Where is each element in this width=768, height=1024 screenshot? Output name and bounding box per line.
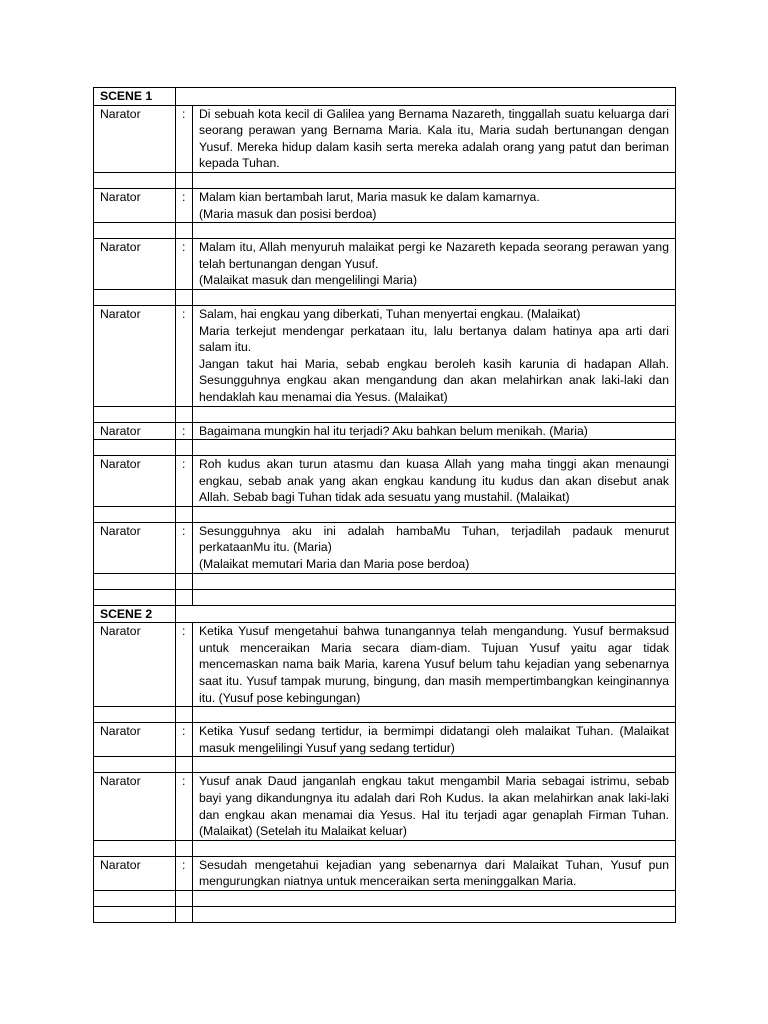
spacer-cell <box>176 440 193 456</box>
spacer-row <box>94 289 676 305</box>
spacer-cell <box>176 573 193 589</box>
dialogue-text <box>193 856 676 890</box>
spacer-cell <box>176 223 193 239</box>
spacer-cell <box>193 506 676 522</box>
spacer-cell <box>176 172 193 188</box>
spacer-cell <box>176 589 193 605</box>
colon-separator: : <box>176 522 193 573</box>
speaker-label: Narator <box>94 422 176 440</box>
spacer-row <box>94 223 676 239</box>
spacer-cell <box>176 707 193 723</box>
speaker-label: Narator <box>94 305 176 406</box>
spacer-cell <box>94 289 176 305</box>
script-table-body <box>94 88 676 923</box>
dialogue-row <box>94 239 676 290</box>
speaker-label: Narator <box>94 188 176 222</box>
dialogue-line: (Maria masuk dan posisi berdoa) <box>199 206 377 221</box>
spacer-cell <box>94 589 176 605</box>
speaker-label: Narator <box>94 239 176 290</box>
speaker-label: Narator <box>94 856 176 890</box>
scene-title: SCENE 2 <box>94 605 176 623</box>
scene-title: SCENE 1 <box>94 88 176 106</box>
spacer-cell <box>176 506 193 522</box>
dialogue-row <box>94 456 676 507</box>
spacer-cell <box>94 573 176 589</box>
dialogue-line: Roh kudus akan turun atasmu dan kuasa Allah yang maha tinggi akan menaungi engkau, sebab anak yang akan engkau kandung itu kudus dan akan disebut anak Allah. Sebab bagi Tuhan tidak ada sesuatu yang mustahil. (Malaikat) <box>199 457 669 505</box>
dialogue-row <box>94 623 676 707</box>
dialogue-line: Bagaimana mungkin hal itu terjadi? Aku bahkan belum menikah. (Maria) <box>199 423 588 438</box>
colon-separator: : <box>176 456 193 507</box>
script-table <box>93 87 676 923</box>
dialogue-row <box>94 105 676 172</box>
colon-separator: : <box>176 305 193 406</box>
spacer-cell <box>193 289 676 305</box>
scene-header-row <box>94 605 676 623</box>
dialogue-text <box>193 105 676 172</box>
spacer-cell <box>94 757 176 773</box>
spacer-row <box>94 440 676 456</box>
speaker-label: Narator <box>94 105 176 172</box>
spacer-cell <box>193 406 676 422</box>
spacer-cell <box>94 906 176 922</box>
spacer-row <box>94 406 676 422</box>
dialogue-line: Malam kian bertambah larut, Maria masuk ke dalam kamarnya. <box>199 189 540 204</box>
spacer-cell <box>193 440 676 456</box>
spacer-row <box>94 906 676 922</box>
dialogue-text <box>193 305 676 406</box>
spacer-row <box>94 757 676 773</box>
dialogue-line: Ketika Yusuf mengetahui bahwa tunangannya telah mengandung. Yusuf bermaksud untuk menceraikan Maria secara diam-diam. Tujuan Yusuf yaitu agar tidak mencemaskan nama baik Maria, karena Yusuf belum tahu kejadian yang sebenarnya saat itu. Yusuf tampak murung, bingung, dan masih mempertimbangkan keinginannya itu. (Yusuf pose kebingungan) <box>199 624 669 705</box>
spacer-cell <box>176 289 193 305</box>
scene-header-fill <box>176 88 676 106</box>
speaker-label: Narator <box>94 773 176 840</box>
dialogue-row <box>94 522 676 573</box>
dialogue-line: (Malaikat memutari Maria dan Maria pose berdoa) <box>199 557 470 572</box>
colon-separator: : <box>176 856 193 890</box>
dialogue-row <box>94 723 676 757</box>
scene-header-fill <box>176 605 676 623</box>
dialogue-line: Malam itu, Allah menyuruh malaikat pergi ke Nazareth kepada seorang perawan yang telah bertunangan dengan Yusuf. <box>199 240 669 271</box>
spacer-cell <box>193 840 676 856</box>
colon-separator: : <box>176 188 193 222</box>
spacer-cell <box>193 906 676 922</box>
colon-separator: : <box>176 773 193 840</box>
spacer-row <box>94 506 676 522</box>
spacer-cell <box>94 707 176 723</box>
dialogue-line: Ketika Yusuf sedang tertidur, ia bermimpi didatangi oleh malaikat Tuhan. (Malaikat masuk mengelilingi Yusuf yang sedang tertidur) <box>199 724 669 755</box>
script-document <box>93 87 675 923</box>
spacer-cell <box>176 890 193 906</box>
spacer-row <box>94 589 676 605</box>
dialogue-line: Sesungguhnya aku ini adalah hambaMu Tuhan, terjadilah padauk menurut perkataanMu itu. (Maria) <box>199 523 669 555</box>
dialogue-text <box>193 773 676 840</box>
colon-separator: : <box>176 105 193 172</box>
dialogue-row <box>94 305 676 406</box>
dialogue-row <box>94 422 676 440</box>
spacer-cell <box>176 757 193 773</box>
dialogue-line: Jangan takut hai Maria, sebab engkau beroleh kasih karunia di hadapan Allah. Sesungguhnya engkau akan mengandung dan akan melahirkan anak laki-laki dan hendaklah kau menamai dia Yesus. (Malaikat) <box>199 356 669 404</box>
speaker-label: Narator <box>94 456 176 507</box>
speaker-label: Narator <box>94 522 176 573</box>
spacer-row <box>94 172 676 188</box>
dialogue-row <box>94 773 676 840</box>
spacer-cell <box>94 890 176 906</box>
spacer-cell <box>193 223 676 239</box>
dialogue-text <box>193 623 676 707</box>
spacer-cell <box>94 440 176 456</box>
spacer-cell <box>94 406 176 422</box>
dialogue-text <box>193 723 676 757</box>
scene-header-row <box>94 88 676 106</box>
colon-separator: : <box>176 239 193 290</box>
spacer-row <box>94 573 676 589</box>
spacer-cell <box>193 573 676 589</box>
dialogue-line: Di sebuah kota kecil di Galilea yang Bernama Nazareth, tinggallah suatu keluarga dari seorang perawan yang Bernama Maria. Kala itu, Maria sudah bertunangan dengan Yusuf. Mereka hidup dalam kasih serta mereka adalah orang yang patut dan beriman kepada Tuhan. <box>199 106 669 171</box>
dialogue-text <box>193 188 676 222</box>
dialogue-line: (Malaikat masuk dan mengelilingi Maria) <box>199 273 418 288</box>
spacer-cell <box>193 172 676 188</box>
spacer-cell <box>94 223 176 239</box>
spacer-cell <box>193 707 676 723</box>
spacer-cell <box>176 906 193 922</box>
dialogue-line: Sesudah mengetahui kejadian yang sebenarnya dari Malaikat Tuhan, Yusuf pun mengurungkan niatnya untuk menceraikan serta meninggalkan Maria. <box>199 857 669 889</box>
dialogue-text <box>193 422 676 440</box>
spacer-cell <box>193 757 676 773</box>
spacer-cell <box>193 589 676 605</box>
speaker-label: Narator <box>94 623 176 707</box>
dialogue-row <box>94 856 676 890</box>
spacer-row <box>94 840 676 856</box>
dialogue-text <box>193 239 676 290</box>
spacer-cell <box>94 506 176 522</box>
spacer-cell <box>176 840 193 856</box>
spacer-cell <box>176 406 193 422</box>
spacer-row <box>94 890 676 906</box>
spacer-cell <box>94 172 176 188</box>
colon-separator: : <box>176 422 193 440</box>
spacer-cell <box>94 840 176 856</box>
dialogue-line: Yusuf anak Daud janganlah engkau takut mengambil Maria sebagai istrimu, sebab bayi yang dikandungnya itu adalah dari Roh Kudus. Ia akan melahirkan anak laki-laki dan engkau akan menamai dia Yesus. Hal itu terjadi agar genaplah Firman Tuhan. (Malaikat) (Setelah itu Malaikat keluar) <box>199 774 669 839</box>
speaker-label: Narator <box>94 723 176 757</box>
dialogue-text <box>193 456 676 507</box>
dialogue-text <box>193 522 676 573</box>
colon-separator: : <box>176 723 193 757</box>
dialogue-line: Maria terkejut mendengar perkataan itu, lalu bertanya dalam hatinya apa arti dari salam itu. <box>199 323 669 355</box>
colon-separator: : <box>176 623 193 707</box>
spacer-cell <box>193 890 676 906</box>
dialogue-row <box>94 188 676 222</box>
dialogue-line: Salam, hai engkau yang diberkati, Tuhan menyertai engkau. (Malaikat) <box>199 306 581 321</box>
spacer-row <box>94 707 676 723</box>
